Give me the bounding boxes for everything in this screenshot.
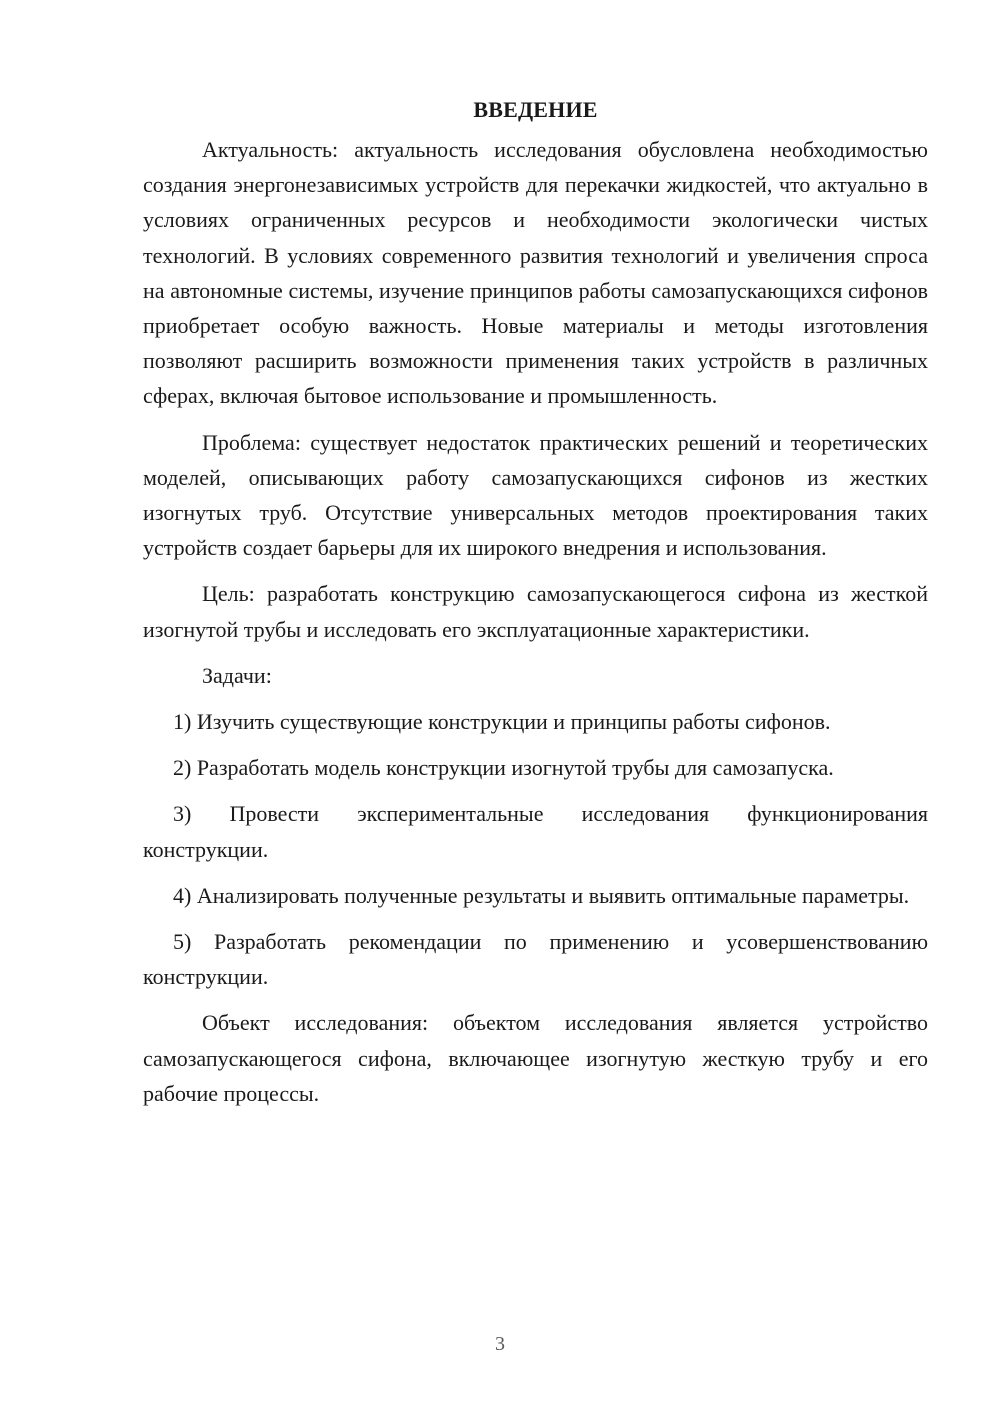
paragraph-problem: Проблема: существует недостаток практических решений и теоретических моделей, описывающих работу самозапускающихся сифонов из жестких изогнутых труб. Отсутствие универсальных методов проектирования таких устройств создает барьеры для их широкого внедрения и использования. [143, 429, 928, 561]
task-item-2: 2) Разработать модель конструкции изогнутой трубы для самозапуска. [173, 755, 834, 781]
document-page [143, 92, 928, 1111]
task-item-4: 4) Анализировать полученные результаты и выявить оптимальные параметры. [173, 882, 910, 908]
paragraph-object: Объект исследования: объектом исследования является устройство самозапускающегося сифона, включающее изогнутую жесткую трубу и его рабочие процессы. [143, 1010, 928, 1106]
page-number: 3 [495, 1333, 505, 1355]
tasks-label: Задачи: [202, 662, 272, 688]
section-heading: ВВЕДЕНИЕ [473, 97, 598, 122]
task-item-1: 1) Изучить существующие конструкции и принципы работы сифонов. [173, 709, 831, 735]
task-item-3: 3) Провести экспериментальные исследования функционирования конструкции. [143, 801, 928, 862]
paragraph-relevance: Актуальность: актуальность исследования обусловлена необходимостью создания энергонезависимых устройств для перекачки жидкостей, что актуально в условиях ограниченных ресурсов и необходимости экологически чистых технологий. В условиях современного развития технологий и увеличения спроса на автономные системы, изучение принципов работы самозапускающихся сифонов приобретает особую важность. Новые материалы и методы изготовления позволяют расширить возможности применения таких устройств в различных сферах, включая бытовое использование и промышленность. [143, 137, 928, 409]
paragraph-goal: Цель: разработать конструкцию самозапускающегося сифона из жесткой изогнутой трубы и исследовать его эксплуатационные характеристики. [143, 581, 928, 642]
task-item-5: 5) Разработать рекомендации по применению и усовершенствованию конструкции. [143, 929, 928, 990]
